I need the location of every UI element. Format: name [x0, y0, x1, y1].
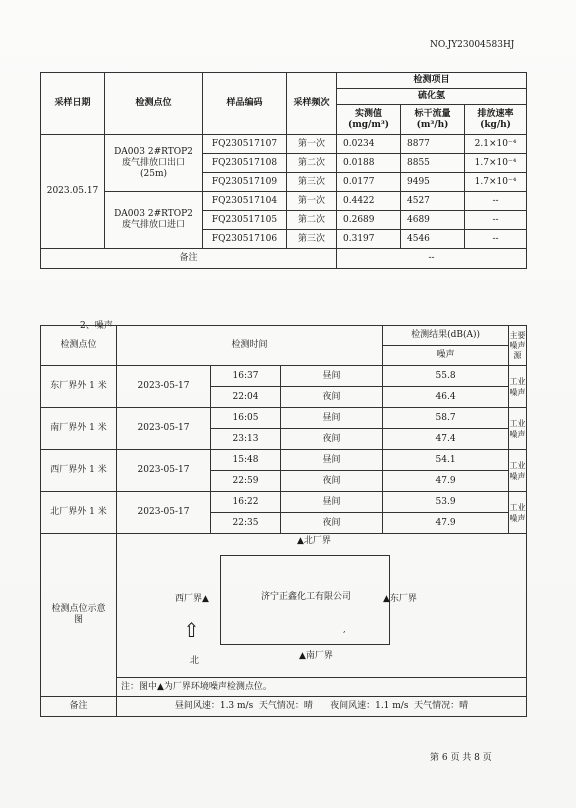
noise-period: 夜间: [281, 387, 383, 408]
noise-period: 昼间: [281, 408, 383, 429]
header-noise-point: 检测点位: [41, 326, 117, 366]
conc-cell: 0.0234: [337, 135, 401, 154]
flow-cell: 8855: [401, 154, 465, 173]
noise-remark-label: 备注: [41, 697, 117, 717]
south-boundary-marker: ▲南厂界: [299, 651, 333, 661]
noise-time: 23:13: [211, 429, 281, 450]
rate-cell: 2.1×10⁻⁴: [465, 135, 527, 154]
noise-results-table: [40, 325, 527, 717]
conc-cell: 0.3197: [337, 230, 401, 249]
header-flow: 标干流量 (m³/h): [401, 105, 465, 135]
noise-time: 22:59: [211, 471, 281, 492]
table-row: FQ230517104: [203, 192, 287, 211]
freq-cell: 第一次: [287, 192, 337, 211]
noise-date: 2023-05-17: [117, 492, 211, 534]
noise-time: 22:35: [211, 513, 281, 534]
noise-time: 16:37: [211, 366, 281, 387]
table-row: FQ230517108: [203, 154, 287, 173]
west-boundary-marker: 西厂界▲: [175, 594, 209, 604]
noise-period: 昼间: [281, 450, 383, 471]
noise-source: 工业噪声: [509, 492, 527, 534]
table-row: FQ230517109: [203, 173, 287, 192]
flow-cell: 4689: [401, 211, 465, 230]
document-number: NO.JY23004583HJ: [430, 40, 515, 50]
noise-point: 北厂界外 1 米: [41, 492, 117, 534]
noise-time: 15:48: [211, 450, 281, 471]
noise-date: 2023-05-17: [117, 366, 211, 408]
flow-cell: 8877: [401, 135, 465, 154]
noise-value: 46.4: [383, 387, 509, 408]
noise-value: 55.8: [383, 366, 509, 387]
noise-value: 54.1: [383, 450, 509, 471]
noise-period: 夜间: [281, 513, 383, 534]
diagram-label: 检测点位示意图: [41, 534, 117, 697]
north-boundary-marker: ▲北厂界: [297, 536, 331, 546]
header-sample-date: 采样日期: [41, 73, 105, 135]
header-point: 检测点位: [105, 73, 203, 135]
noise-source: 工业噪声: [509, 408, 527, 450]
header-result: 检测结果(dB(A)): [383, 326, 509, 346]
table-row: FQ230517107: [203, 135, 287, 154]
freq-cell: 第二次: [287, 211, 337, 230]
point-inlet: DA003 2#RTOP2废气排放口进口: [105, 192, 203, 249]
conc-cell: 0.0188: [337, 154, 401, 173]
header-rate: 排放速率 (kg/h): [465, 105, 527, 135]
diagram-note: 注：图中▲为厂界环境噪声检测点位。: [121, 682, 272, 692]
diagram-cell: [117, 534, 527, 697]
noise-source: 工业噪声: [509, 366, 527, 408]
factory-outline: [220, 555, 390, 645]
mark: ,: [343, 625, 346, 634]
monitoring-points-diagram: [117, 534, 526, 696]
noise-remark: 昼间风速：1.3 m/s 天气情况：晴 夜间风速：1.1 m/s 天气情况：晴: [117, 697, 527, 717]
h2s-results-table: [40, 72, 527, 269]
header-frequency: 采样频次: [287, 73, 337, 135]
header-time: 检测时间: [117, 326, 383, 366]
rate-cell: 1.7×10⁻⁴: [465, 173, 527, 192]
noise-source: 工业噪声: [509, 450, 527, 492]
freq-cell: 第三次: [287, 173, 337, 192]
noise-time: 16:22: [211, 492, 281, 513]
noise-date: 2023-05-17: [117, 408, 211, 450]
section-title: 2、噪声: [80, 321, 113, 331]
freq-cell: 第一次: [287, 135, 337, 154]
noise-point: 西厂界外 1 米: [41, 450, 117, 492]
noise-period: 夜间: [281, 471, 383, 492]
header-concentration: 实测值 (mg/m³): [337, 105, 401, 135]
flow-cell: 4546: [401, 230, 465, 249]
rate-cell: --: [465, 211, 527, 230]
remark-label: 备注: [41, 249, 337, 269]
freq-cell: 第二次: [287, 154, 337, 173]
noise-value: 47.9: [383, 513, 509, 534]
noise-time: 16:05: [211, 408, 281, 429]
noise-point: 南厂界外 1 米: [41, 408, 117, 450]
noise-value: 58.7: [383, 408, 509, 429]
point-outlet: DA003 2#RTOP2废气排放口出口(25m): [105, 135, 203, 192]
north-arrow-icon: ⇧: [183, 618, 200, 642]
rate-cell: 1.7×10⁻⁴: [465, 154, 527, 173]
header-sample-code: 样品编码: [203, 73, 287, 135]
conc-cell: 0.2689: [337, 211, 401, 230]
noise-period: 夜间: [281, 429, 383, 450]
header-noise: 噪声: [383, 346, 509, 366]
table-row: FQ230517106: [203, 230, 287, 249]
flow-cell: 9495: [401, 173, 465, 192]
noise-date: 2023-05-17: [117, 450, 211, 492]
noise-value: 53.9: [383, 492, 509, 513]
noise-point: 东厂界外 1 米: [41, 366, 117, 408]
rate-cell: --: [465, 230, 527, 249]
noise-value: 47.4: [383, 429, 509, 450]
company-name: 济宁正鑫化工有限公司: [260, 592, 351, 602]
conc-cell: 0.0177: [337, 173, 401, 192]
header-source: 主要噪声源: [509, 326, 527, 366]
east-boundary-marker: ▲东厂界: [383, 594, 417, 604]
sample-date: 2023.05.17: [41, 135, 105, 249]
noise-time: 22:04: [211, 387, 281, 408]
rate-cell: --: [465, 192, 527, 211]
page-indicator: 第 6 页 共 8 页: [430, 753, 492, 763]
noise-period: 昼间: [281, 366, 383, 387]
north-label: 北: [190, 656, 200, 666]
header-h2s: 硫化氢: [337, 89, 527, 105]
remark-value: --: [337, 249, 527, 269]
noise-period: 昼间: [281, 492, 383, 513]
table-row: FQ230517105: [203, 211, 287, 230]
conc-cell: 0.4422: [337, 192, 401, 211]
flow-cell: 4527: [401, 192, 465, 211]
noise-value: 47.9: [383, 471, 509, 492]
header-items: 检测项目: [337, 73, 527, 89]
freq-cell: 第三次: [287, 230, 337, 249]
